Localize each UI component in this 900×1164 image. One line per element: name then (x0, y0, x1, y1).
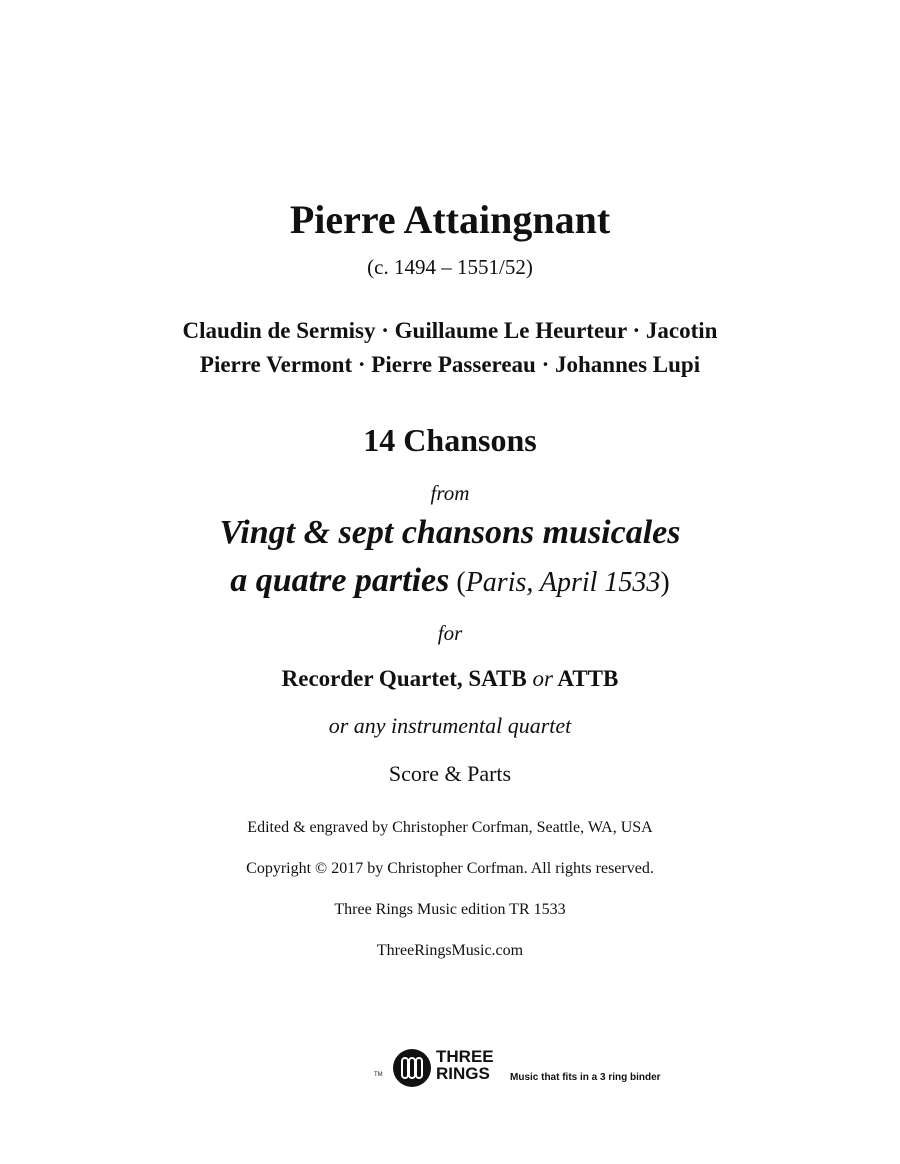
source-title-line-1: Vingt & sept chansons musicales (219, 514, 681, 551)
instrumentation (0, 664, 900, 694)
brand-tagline: Music that fits in a 3 ring binder (510, 1072, 661, 1083)
composers-line-1: Claudin de Sermisy · Guillaume Le Heurteur · Jacotin (182, 318, 718, 343)
trademark-mark: TM (374, 1072, 383, 1078)
brand-line-2: RINGS (436, 1064, 490, 1083)
composers-line-2: Pierre Vermont · Pierre Passereau · Johannes Lupi (199, 352, 701, 377)
instrumentation-main: Recorder Quartet, SATB (281, 666, 533, 691)
any-quartet-note: or any instrumental quartet (328, 713, 572, 738)
three-rings-logo (374, 1044, 704, 1092)
source-title-line-2 (0, 560, 900, 604)
source-title-part: a quatre parties (230, 562, 450, 599)
close-paren: ) (660, 567, 670, 598)
open-paren: ( (449, 567, 466, 598)
instrumentation-or: or (532, 666, 553, 691)
score-parts-label: Score & Parts (388, 761, 512, 786)
source-place-date: Paris, April 1533 (465, 567, 661, 598)
composer-dates: (c. 1494 – 1551/52) (367, 255, 533, 279)
copyright-notice: Copyright © 2017 by Christopher Corfman. All rights reserved. (246, 860, 654, 877)
chanson-count: 14 Chansons (363, 422, 537, 458)
brand-line-1: THREE (436, 1047, 494, 1066)
for-label: for (437, 621, 463, 645)
from-label: from (430, 481, 470, 505)
brand-name (436, 1048, 494, 1082)
editor-credit: Edited & engraved by Christopher Corfman, Seattle, WA, USA (247, 819, 653, 836)
website-link[interactable]: ThreeRingsMusic.com (376, 942, 524, 959)
rings-icon (392, 1048, 432, 1088)
page-title: Pierre Attaingnant (289, 197, 611, 242)
edition-number: Three Rings Music edition TR 1533 (334, 901, 566, 918)
instrumentation-alt: ATTB (552, 666, 619, 691)
